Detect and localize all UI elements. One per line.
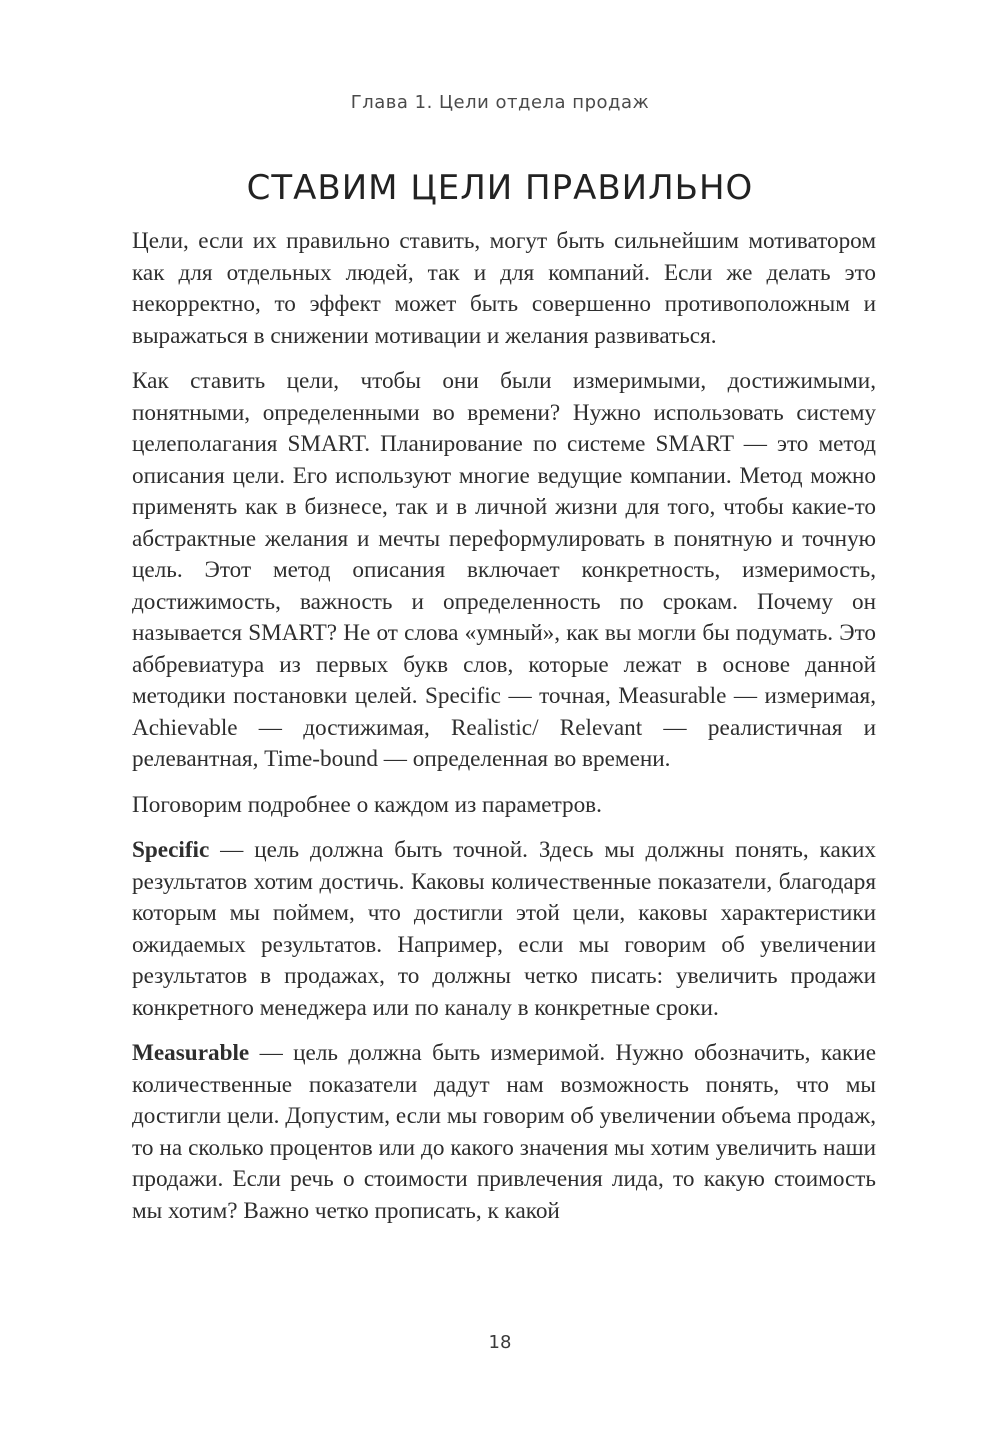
paragraph-measurable — [132, 1038, 876, 1227]
term-specific: Specific — [132, 837, 210, 863]
paragraph-specific — [132, 835, 876, 1024]
term-measurable: Measurable — [132, 1040, 250, 1066]
definition-measurable: — цель должна быть измеримой. Нужно обозначить, какие количественные показатели дадут нам возможность понять, что мы достигли цели. Допустим, если мы говорим об увеличении объема продаж, то на сколько процентов или до какого значения мы хотим увеличить наши продажи. Если речь о стоимости привлечения лида, то какую стоимость мы хотим? Важно четко прописать, к какой — [132, 1040, 876, 1224]
paragraph-intro: Цели, если их правильно ставить, могут быть сильнейшим мотиватором как для отдельных людей, так и для компаний. Если же делать это некорректно, то эффект может быть совершенно противоположным и выражаться в снижении мотивации и желания развиваться. — [132, 228, 876, 349]
paragraph-transition: Поговорим подробнее о каждом из параметров. — [132, 791, 602, 818]
body-text — [132, 226, 876, 1241]
paragraph-smart-overview: Как ставить цели, чтобы они были измеримыми, достижимыми, понятными, определенными во времени? Нужно использовать систему целеполагания SMART. Планирование по системе SMART — это метод описания цели. Его используют многие ведущие компании. Метод можно применять как в бизнесе, так и в личной жизни для того, чтобы какие-то абстрактные желания и мечты переформулировать в понятную и точную цель. Этот метод описания включает конкретность, измеримость, достижимость, важность и определенность по срокам. Почему он называется SMART? Не от слова «умный», как вы могли бы подумать. Это аббревиатура из первых букв слов, которые лежат в основе данной методики постановки целей. Specific — точная, Measurable — измеримая, Achievable — достижимая, Realistic/ Relevant — реалистичная и релевантная, Time-bound — определенная во времени. — [132, 368, 876, 772]
definition-specific: — цель должна быть точной. Здесь мы должны понять, каких результатов хотим достичь. Каковы количественные показатели, благодаря которым мы поймем, что достигли этой цели, каковы характеристики ожидаемых результатов. Например, если мы говорим об увеличении результатов в продажах, то должны четко писать: увеличить продажи конкретного менеджера или по каналу в конкретные сроки. — [132, 837, 876, 1021]
page-number: 18 — [488, 1332, 512, 1353]
running-head: Глава 1. Цели отдела продаж — [350, 92, 650, 113]
chapter-title: СТАВИМ ЦЕЛИ ПРАВИЛЬНО — [246, 168, 754, 208]
